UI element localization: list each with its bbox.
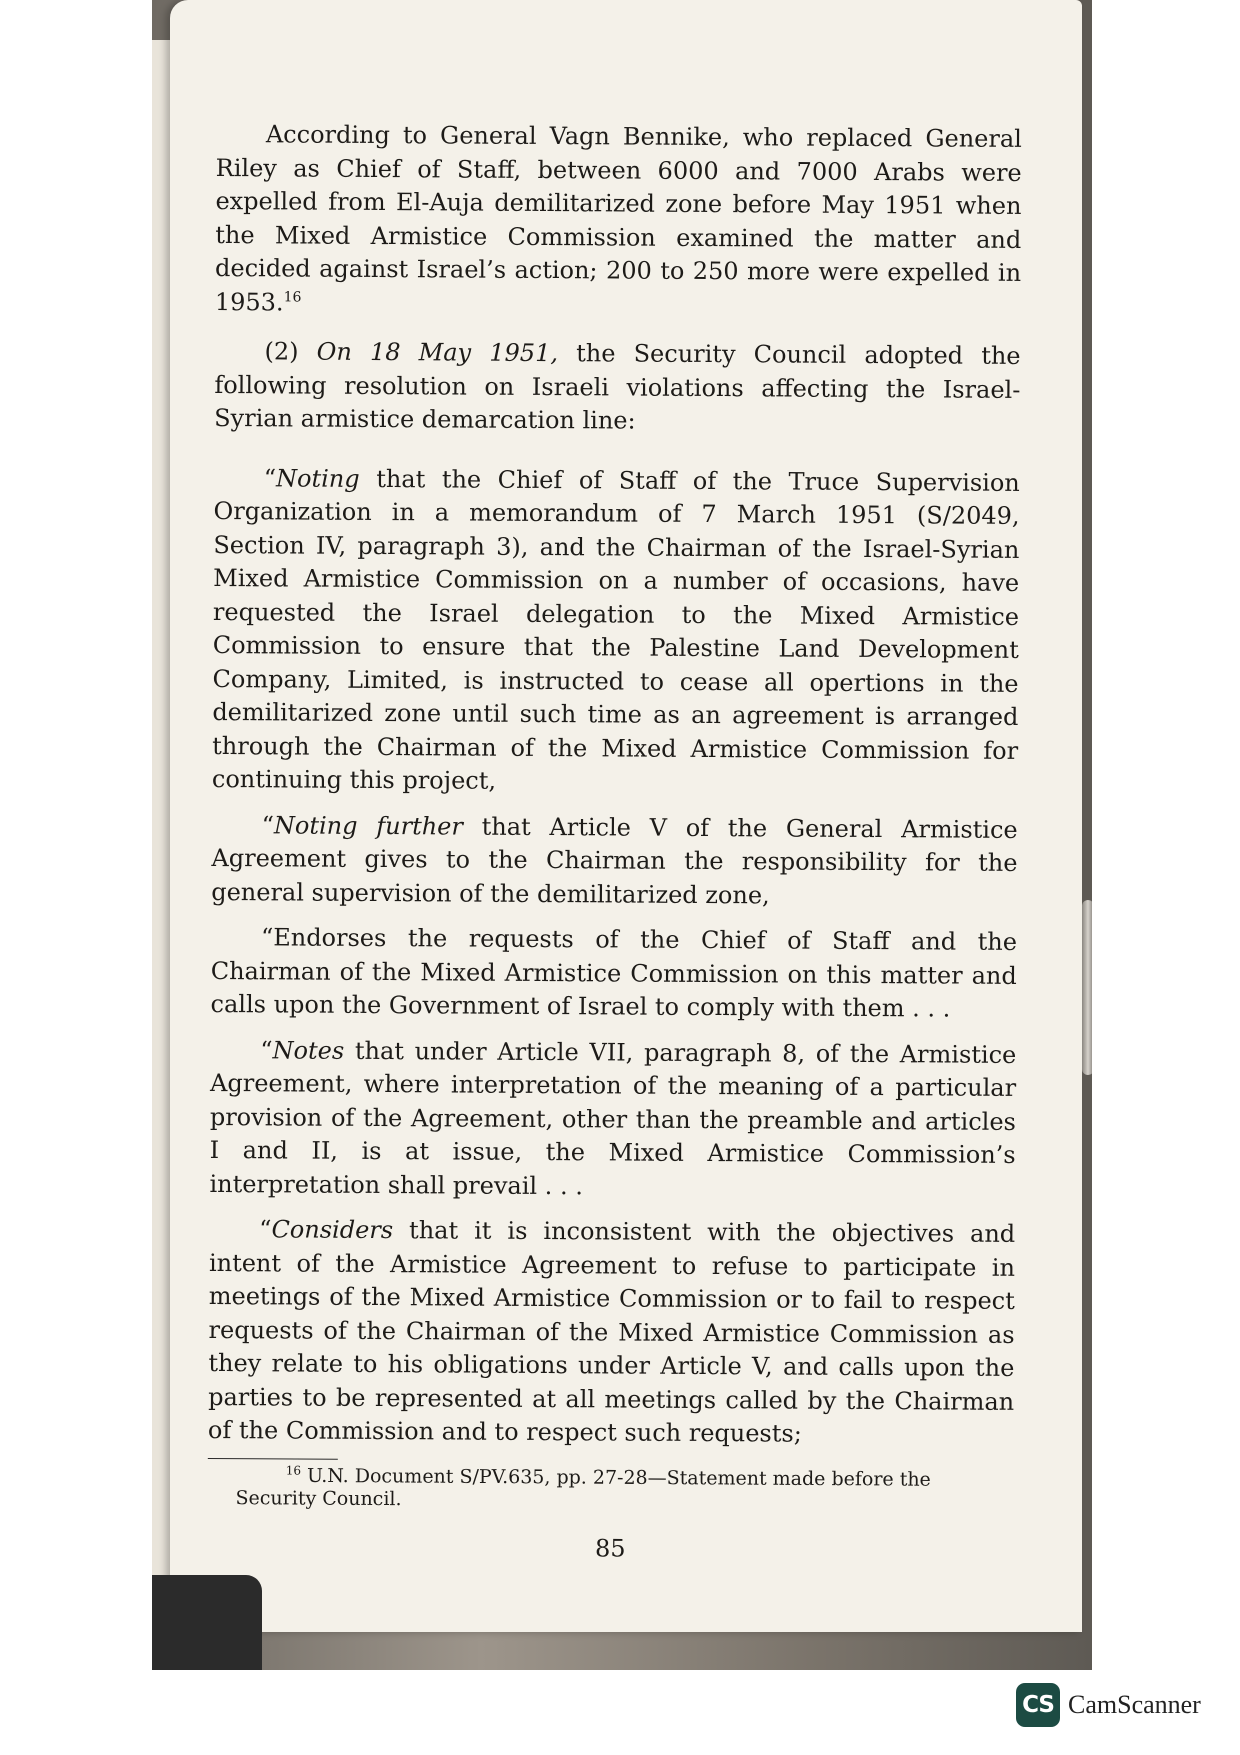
- quote-mark: “: [259, 1215, 272, 1244]
- page-number: 85: [594, 1534, 626, 1563]
- resolution-intro-text: the Security Council adopted the following resolution on Israeli violations affecting the Israel-Syrian armistice demarcation line:: [214, 339, 1021, 435]
- footnote-number: 16: [285, 1462, 302, 1478]
- footnote-reference: 16: [283, 288, 302, 306]
- footnote-text: U.N. Document S/PV.635, pp. 27-28—Statement made before the Security Council.: [235, 1464, 931, 1510]
- quote-noting-keyword: Noting: [275, 463, 360, 493]
- book-page: [170, 0, 1082, 1632]
- footnote: [207, 1458, 1013, 1514]
- quote-notes: [209, 1033, 1016, 1205]
- camscanner-label: CamScanner: [1068, 1690, 1201, 1719]
- quote-mark: “: [263, 463, 277, 492]
- scanned-photo: [152, 0, 1092, 1670]
- quote-noting-further-text: that Article V of the General Armistice Agreement gives to the Chairman the responsibility for the general supervision of the demilitarized zone,: [211, 812, 1018, 909]
- quote-notes-keyword: Notes: [272, 1035, 345, 1065]
- quote-mark: “: [261, 810, 275, 839]
- quote-considers-keyword: Considers: [271, 1215, 394, 1245]
- quote-noting-further-keyword: Noting further: [273, 810, 463, 841]
- paragraph-resolution-intro: [214, 335, 1021, 440]
- paragraph-bennike-text: According to General Vagn Bennike, who replaced General Riley as Chief of Staff, between 6000 and 7000 Arabs were expelled from El-Auja demilitarized zone before May 1951 when the Mixed Armistice Commission examined the matter and decided against Israel’s action; 200 to 250 more were expelled in 1953.: [214, 120, 1022, 316]
- quote-noting: [212, 461, 1020, 801]
- camscanner-watermark: [1016, 1683, 1201, 1727]
- quote-notes-text: that under Article VII, paragraph 8, of the Armistice Agreement, where interpretation of the meaning of a particular provision of the Agreement, other than the preamble and articles I and II, is at issue, the Mixed Armistice Commission’s interpretation shall prevail . . .: [209, 1036, 1017, 1200]
- quote-endorses: “Endorses the requests of the Chief of Staff and the Chairman of the Mixed Armistice Commission on this matter and calls upon the Government of Israel to comply with them . . .: [210, 923, 1018, 1023]
- page-clip: [1082, 900, 1092, 1075]
- camscanner-logo-icon: CS: [1016, 1683, 1060, 1727]
- quote-considers-text: that it is inconsistent with the objectives and intent of the Armistice Agreement to refuse to participate in meetings of the Mixed Armistice Commission or to fail to respect requests of the Chairman of the Mixed Armistice Commission as they relate to his obligations under Article V, and calls upon the parties to be represented at all meetings called by the Chairman of the Commission and to respect such requests;: [207, 1216, 1016, 1448]
- paragraph-bennike: [215, 118, 1022, 324]
- resolution-date: On 18 May 1951,: [316, 337, 559, 368]
- quote-mark: “: [260, 1035, 273, 1064]
- paragraph-number: (2): [264, 337, 317, 366]
- quote-noting-text: that the Chief of Staff of the Truce Supervision Organization in a memorandum of 7 March 1951 (S/2049, Section IV, paragraph 3), and the Chairman of the Israel-Syrian Mixed Armistice Commission on a number of occasions, have requested the Israel delegation to the Mixed Armistice Commission to ensure that the Palestine Land Development Company, Limited, is instructed to cease all opertions in the demilitarized zone until such time as an agreement is arranged through the Chairman of the Mixed Armistice Commission for continuing this project,: [211, 464, 1020, 795]
- quote-noting-further: [211, 808, 1018, 913]
- book-stand: [152, 1575, 262, 1670]
- page-text: [207, 118, 1022, 1568]
- quote-considers: [208, 1213, 1015, 1452]
